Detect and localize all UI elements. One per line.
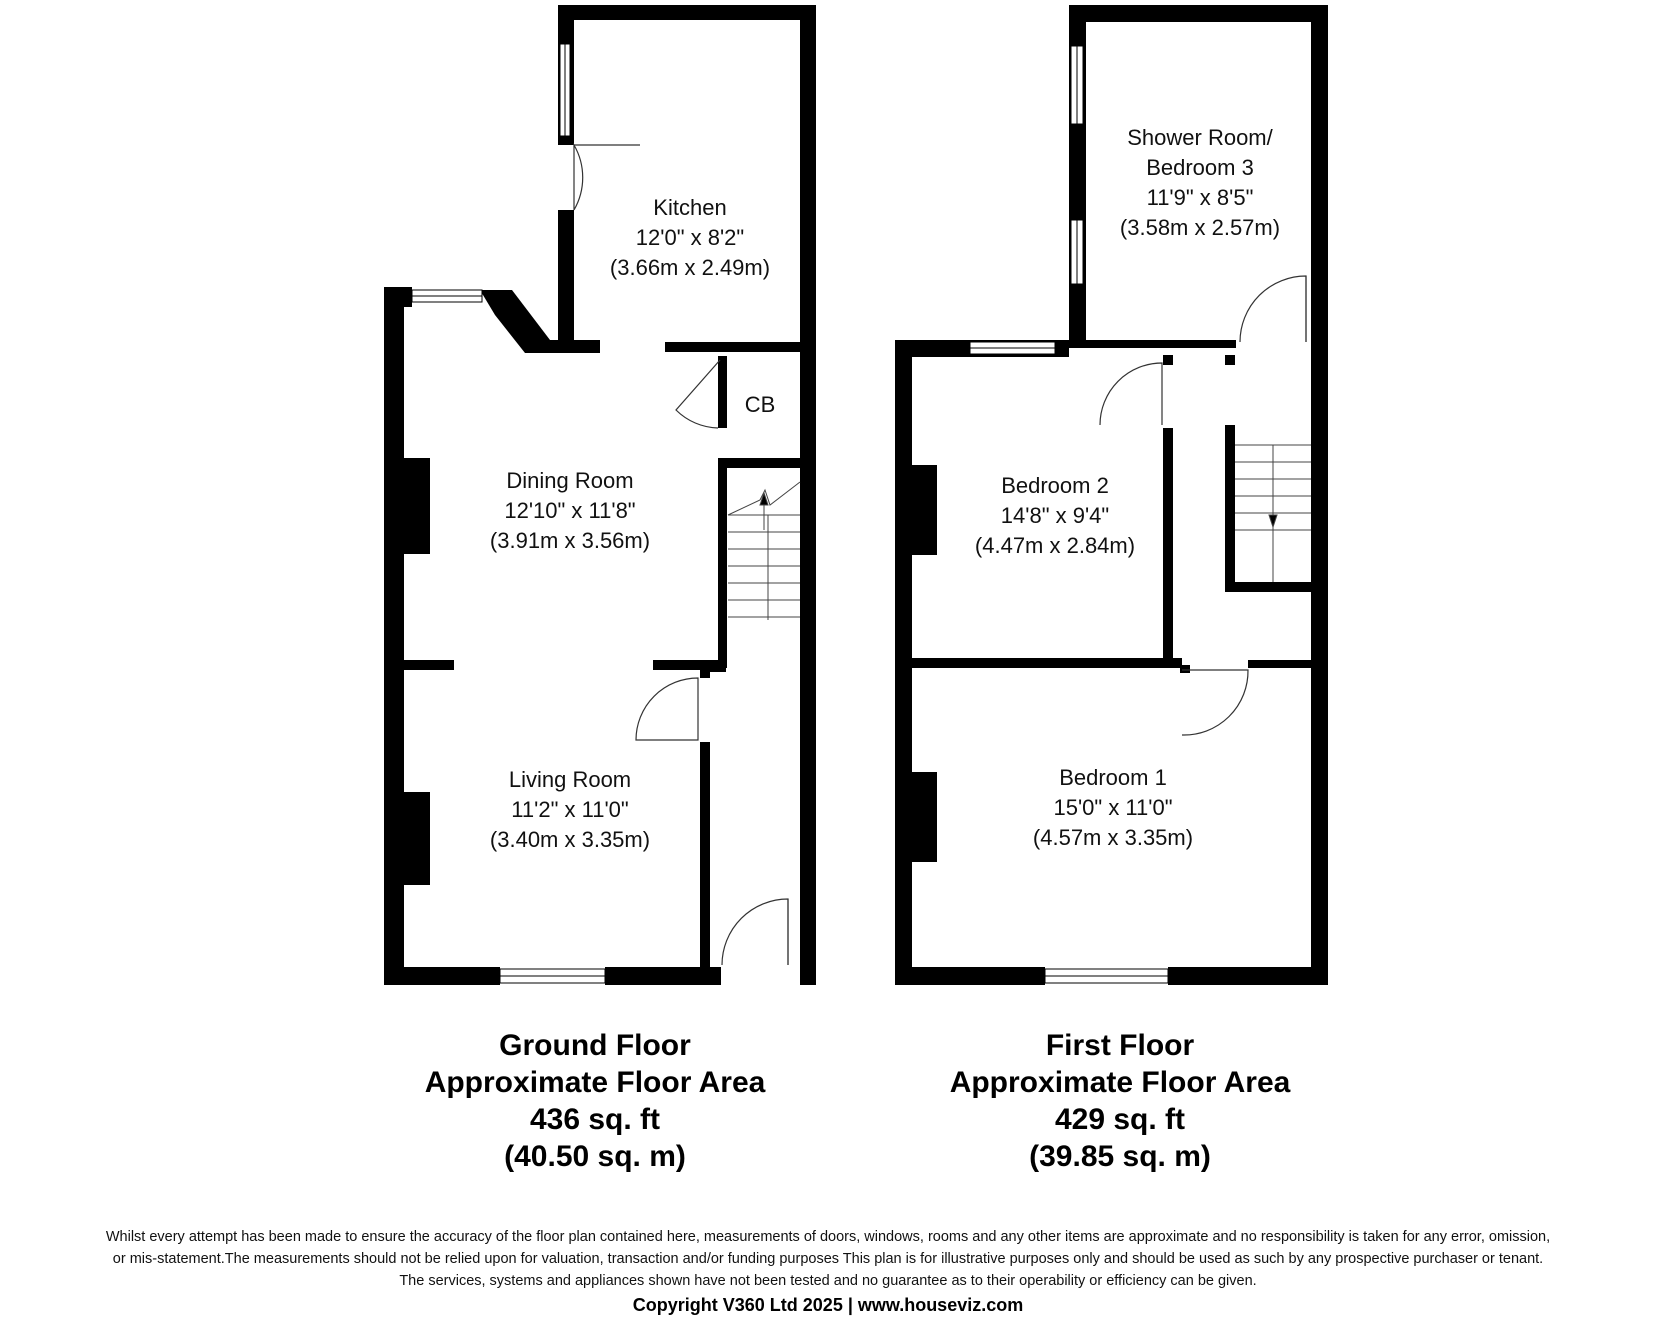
living-size-metric: (3.40m x 3.35m)	[489, 827, 651, 852]
disclaimer	[0, 1226, 1656, 1292]
living-door-swing	[636, 678, 698, 740]
ground-floor-title: Ground Floor	[499, 1029, 691, 1062]
bed1-bed2-partition	[912, 658, 1182, 668]
ground-floor-area-sqft: 436 sq. ft	[529, 1103, 661, 1136]
first-right-wall	[1311, 5, 1328, 985]
living-chimney-breast	[404, 792, 430, 885]
stair-bottom-wall	[1225, 582, 1311, 592]
ground-top-left-wall	[384, 287, 412, 307]
bedroom1-door-jamb	[1180, 665, 1190, 673]
shower-top-wall	[1069, 5, 1325, 22]
dining-room-label: Dining Room	[506, 468, 634, 493]
kitchen-size-metric: (3.66m x 2.49m)	[609, 255, 771, 280]
bedroom1-size-imperial: 15'0" x 11'0"	[1053, 795, 1173, 820]
bedroom1-door-swing	[1182, 670, 1248, 735]
front-door-swing	[722, 899, 788, 965]
dining-size-metric: (3.91m x 3.56m)	[489, 528, 651, 553]
hall-left-wall-upper	[718, 458, 727, 668]
hall-wall-joint	[710, 664, 726, 672]
first-left-wall	[895, 340, 912, 985]
bedroom2-size-imperial: 14'8" x 9'4"	[1000, 503, 1110, 528]
disclaimer-line-3: The services, systems and appliances shown have not been tested and no guarantee as to their operability or efficiency can be given.	[399, 1273, 1257, 1289]
copyright-notice: Copyright V360 Ltd 2025 | www.houseviz.com	[632, 1295, 1024, 1315]
ground-left-wall	[384, 287, 404, 985]
dining-size-imperial: 12'10" x 11'8"	[504, 498, 636, 523]
disclaimer-line-2: or mis-statement.The measurements should not be relied upon for valuation, transaction and/or funding purposes This plan is for illustrative purposes only and should be used as such by any prospective purchaser or tenant.	[112, 1251, 1544, 1267]
kitchen-top-wall	[558, 5, 816, 20]
bedroom1-label: Bedroom 1	[1059, 765, 1167, 790]
kitchen-size-imperial: 12'0" x 8'2"	[635, 225, 745, 250]
landing-post-left	[1163, 355, 1173, 365]
cb-label: CB	[744, 392, 776, 417]
ground-right-wall	[800, 5, 816, 985]
landing-post-right	[1225, 355, 1235, 365]
living-room-label: Living Room	[508, 767, 632, 792]
first-floor-subtitle: Approximate Floor Area	[949, 1066, 1291, 1099]
shower-bottom-wall	[1086, 340, 1236, 348]
kitchen-label: Kitchen	[653, 195, 727, 220]
bedroom2-door-swing	[1100, 363, 1162, 425]
hall-wall-joint-2	[700, 664, 710, 678]
disclaimer-line-1: Whilst every attempt has been made to ensure the accuracy of the floor plan contained here, measurements of doors, windows, rooms and any other items are approximate and no responsibility is taken for any error, omission,	[105, 1229, 1551, 1245]
dining-chimney-breast	[404, 458, 430, 554]
ground-floor-subtitle: Approximate Floor Area	[424, 1066, 766, 1099]
bay-angled-wall	[480, 290, 550, 353]
shower-door-swing	[1240, 276, 1306, 342]
shower-room-label-line2: Bedroom 3	[1146, 155, 1254, 180]
ground-floor-caption	[395, 1027, 795, 1175]
ground-floor-stairs	[728, 482, 800, 620]
kitchen-left-wall-lower	[558, 210, 574, 350]
ground-floor-area-sqm: (40.50 sq. m)	[504, 1140, 686, 1173]
cb-bottom-wall	[718, 458, 800, 468]
room-labels	[490, 125, 1280, 852]
stair-left-wall	[1225, 425, 1235, 590]
bedroom1-top-wall-right	[1248, 660, 1311, 668]
bedroom2-size-metric: (4.47m x 2.84m)	[974, 533, 1136, 558]
ground-bottom-wall-right	[605, 967, 721, 985]
hall-left-wall-lower	[700, 742, 710, 967]
dining-living-partition-left	[404, 660, 454, 670]
first-floor-area-sqft: 429 sq. ft	[1054, 1103, 1186, 1136]
cb-left-wall-upper	[718, 356, 727, 428]
cb-door-swing	[676, 360, 720, 428]
kitchen-bottom-wall-right	[665, 342, 800, 352]
bedroom2-chimney-breast	[912, 465, 937, 555]
shower-room-label-line1: Shower Room/	[1127, 125, 1273, 150]
first-bottom-wall-left	[895, 967, 1045, 985]
kitchen-door-swing	[574, 145, 583, 210]
living-size-imperial: 11'2" x 11'0"	[511, 797, 629, 822]
first-bottom-wall-right	[1168, 967, 1328, 985]
first-floor-title: First Floor	[1045, 1029, 1195, 1062]
bedroom2-label: Bedroom 2	[1001, 473, 1109, 498]
first-floor-stairs	[1235, 445, 1311, 582]
bedroom1-chimney-breast	[912, 772, 937, 862]
shower-size-metric: (3.58m x 2.57m)	[1119, 215, 1281, 240]
ground-bottom-wall-left	[384, 967, 500, 985]
first-floor-area-sqm: (39.85 sq. m)	[1029, 1140, 1211, 1173]
shower-size-imperial: 11'9" x 8'5"	[1146, 185, 1254, 210]
bedroom1-size-metric: (4.57m x 3.35m)	[1032, 825, 1194, 850]
bedroom2-right-wall	[1163, 428, 1173, 663]
first-floor-caption	[920, 1027, 1320, 1175]
